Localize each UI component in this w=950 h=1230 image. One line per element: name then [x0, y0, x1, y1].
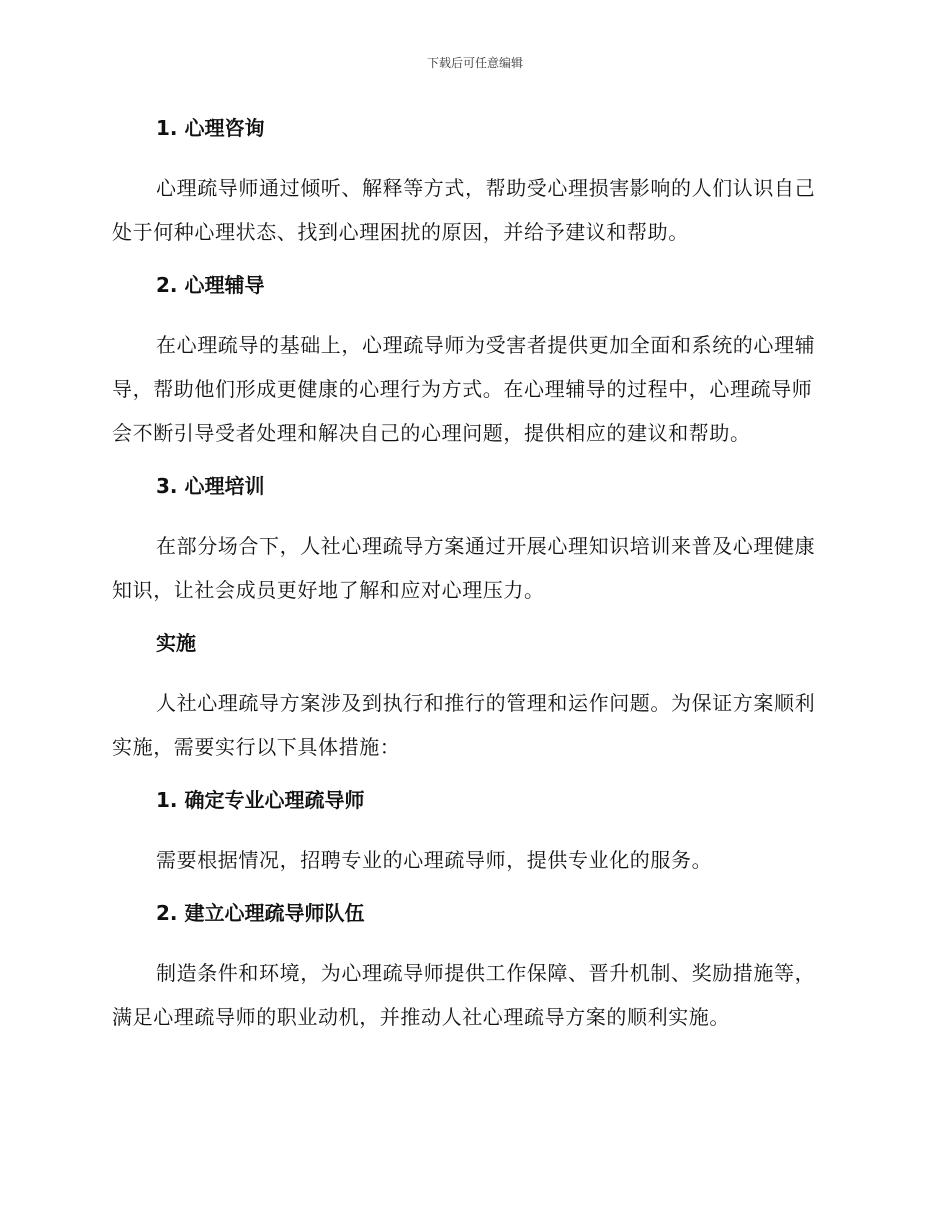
page-header-note: 下载后可任意编辑	[426, 56, 523, 70]
section-heading-psych-training: 3. 心理培训	[156, 474, 265, 498]
document-body	[112, 112, 832, 1039]
paragraph-psych-consulting: 心理疏导师通过倾听、解释等方式，帮助受心理损害影响的人们认识自己处于何种心理状态、找到心理困扰的原因，并给予建议和帮助。	[112, 176, 816, 244]
paragraph-professional-counselors: 需要根据情况，招聘专业的心理疏导师，提供专业化的服务。	[156, 848, 713, 872]
paragraph-psych-counseling: 在心理疏导的基础上，心理疏导师为受害者提供更加全面和系统的心理辅导，帮助他们形成更健康的心理行为方式。在心理辅导的过程中，心理疏导师会不断引导受者处理和解决自己的心理问题，提供相应的建议和帮助。	[112, 333, 816, 445]
section-heading-psych-consulting: 1. 心理咨询	[156, 116, 265, 140]
section-heading-professional-counselors: 1. 确定专业心理疏导师	[156, 788, 365, 812]
paragraph-implementation: 人社心理疏导方案涉及到执行和推行的管理和运作问题。为保证方案顺利实施，需要实行以下具体措施：	[112, 691, 816, 759]
paragraph-psych-training: 在部分场合下，人社心理疏导方案通过开展心理知识培训来普及心理健康知识，让社会成员更好地了解和应对心理压力。	[112, 534, 816, 602]
section-heading-implementation: 实施	[156, 631, 196, 655]
paragraph-counselor-team: 制造条件和环境，为心理疏导师提供工作保障、晋升机制、奖励措施等，满足心理疏导师的职业动机，并推动人社心理疏导方案的顺利实施。	[112, 961, 816, 1029]
section-heading-counselor-team: 2. 建立心理疏导师队伍	[156, 901, 365, 925]
section-heading-psych-counseling: 2. 心理辅导	[156, 273, 265, 297]
